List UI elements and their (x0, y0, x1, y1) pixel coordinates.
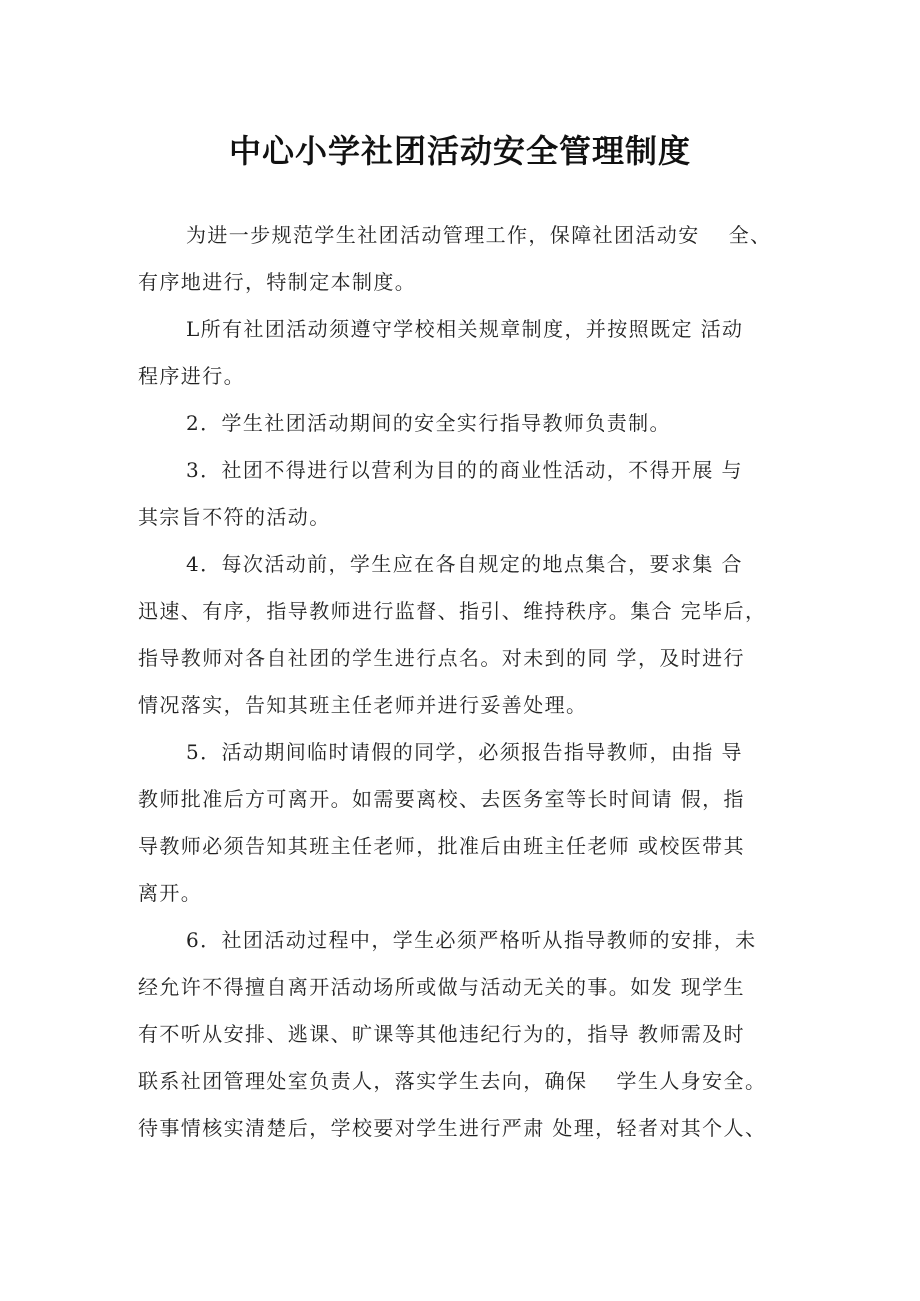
text-line: 6．社团活动过程中，学生必须严格听从指导教师的安排，未 (186, 928, 757, 952)
text-line: 离开。 (138, 881, 203, 905)
text-line: 有序地进行，特制定本制度。 (138, 270, 417, 294)
text-line: 有不听从安排、逃课、旷课等其他违纪行为的，指导 教师需及时 (138, 1022, 745, 1046)
document-body (138, 212, 798, 1152)
text-line: 5．活动期间临时请假的同学，必须报告指导教师，由指 导 (186, 740, 743, 764)
text-line: 2．学生社团活动期间的安全实行指导教师负责制。 (186, 411, 671, 435)
text-line: 情况落实，告知其班主任老师并进行妥善处理。 (138, 693, 588, 717)
text-line: 导教师必须告知其班主任老师，批准后由班主任老师 或校医带其 (138, 834, 745, 858)
text-line: 迅速、有序，指导教师进行监督、指引、维持秩序。集合 完毕后， (138, 599, 767, 623)
text-line: 指导教师对各自社团的学生进行点名。对未到的同 学，及时进行 (138, 646, 745, 670)
text-line: 待事情核实清楚后，学校要对学生进行严肃 处理，轻者对其个人、 (138, 1116, 767, 1140)
text-line: 联系社团管理处室负责人，落实学生去向，确保 学生人身安全。 (138, 1069, 767, 1093)
text-line: 3．社团不得进行以营利为目的的商业性活动，不得开展 与 (186, 458, 743, 482)
text-line: 程序进行。 (138, 364, 245, 388)
text-line: 为进一步规范学生社团活动管理工作，保障社团活动安 全、 (186, 223, 772, 247)
text-line: 4．每次活动前，学生应在各自规定的地点集合，要求集 合 (186, 552, 743, 576)
text-line: 经允许不得擅自离开活动场所或做与活动无关的事。如发 现学生 (138, 975, 745, 999)
text-line: 教师批准后方可离开。如需要离校、去医务室等长时间请 假，指 (138, 787, 745, 811)
text-line: L所有社团活动须遵守学校相关规章制度，并按照既定 活动 (186, 317, 744, 341)
document-title: 中心小学社团活动安全管理制度 (228, 132, 691, 170)
text-line: 其宗旨不符的活动。 (138, 505, 331, 529)
